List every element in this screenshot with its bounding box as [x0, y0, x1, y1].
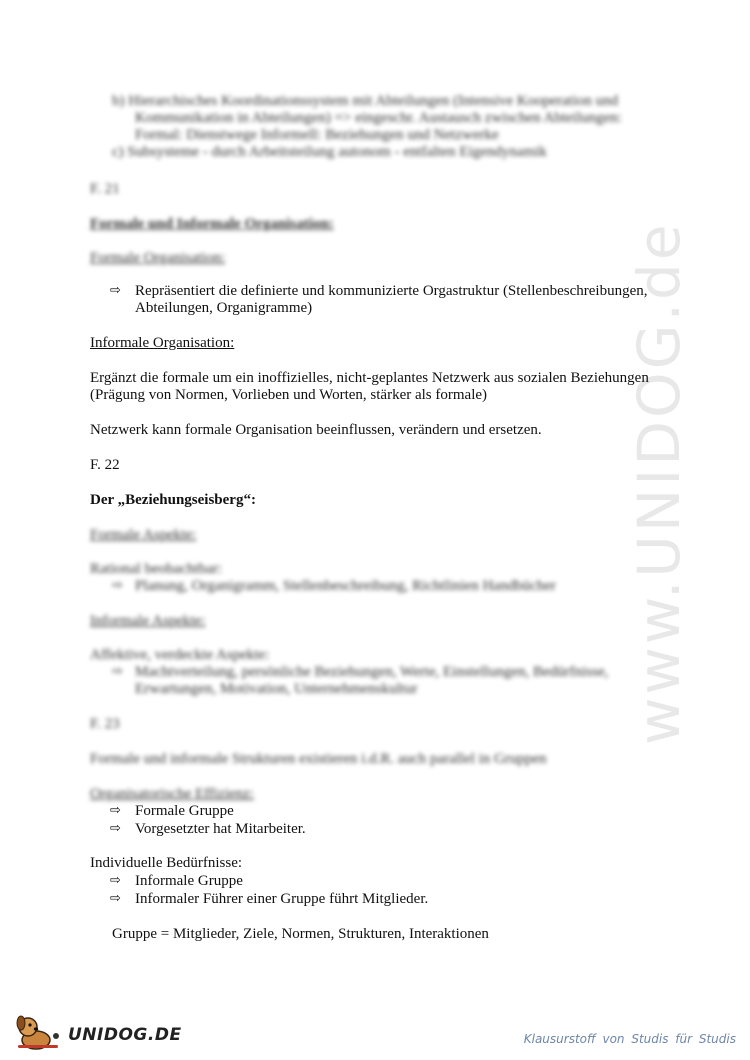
heading-formal-informal: Formale und Informale Organisation: — [90, 216, 334, 232]
ind-item-2: Informaler Führer einer Gruppe führt Mitglieder. — [135, 891, 429, 907]
affektive-item-line-2: Erwartungen, Motivation, Unternehmenskultur — [135, 681, 418, 697]
affektive-item-line-1: Machtverteilung, persönliche Beziehungen, Werte, Einstellungen, Bedürfnisse, — [135, 664, 609, 680]
item-c-line: c) Subsysteme - durch Arbeitsteilung autonom - entfalten Eigendynamik — [112, 144, 547, 160]
affektive-label: Affektive, verdeckte Aspekte: — [90, 647, 270, 663]
item-b-line-3: Formal: Dienstwege Informell: Beziehungen und Netzwerke — [135, 127, 499, 143]
informal-aspekte-label: Informale Aspekte: — [90, 613, 206, 629]
informal-org-label: Informale Organisation: — [90, 335, 235, 351]
rational-label: Rational beobachtbar: — [90, 561, 223, 577]
individual-label: Individuelle Bedürfnisse: — [90, 855, 243, 871]
item-b-line-1: b) Hierarchisches Koordinationssystem mit Abteilungen (Intensive Kooperation und — [112, 93, 619, 109]
formal-item-line-2: Abteilungen, Organigramme) — [135, 300, 313, 316]
eff-item-2: Vorgesetzter hat Mitarbeiter. — [135, 821, 306, 837]
eff-item-1: Formale Gruppe — [135, 803, 234, 819]
arrow-right-icon: ⇨ — [110, 821, 121, 836]
section-f23: F. 23 — [90, 716, 120, 732]
arrow-right-icon: ⇨ — [110, 873, 121, 888]
network-text: Netzwerk kann formale Organisation beeinflussen, verändern und ersetzen. — [90, 422, 542, 438]
informal-text-line-2: (Prägung von Normen, Vorlieben und Worten, stärker als formale) — [90, 387, 488, 403]
parallel-text: Formale und informale Strukturen existieren i.d.R. auch parallel in Gruppen — [90, 751, 547, 767]
item-b-line-2: Kommunikation in Abteilungen) => eingeschr. Austausch zwischen Abteilungen: — [135, 110, 622, 126]
watermark-text: www.UNIDOG.de — [625, 221, 693, 745]
ind-item-1: Informale Gruppe — [135, 873, 243, 889]
dog-icon — [12, 1012, 64, 1052]
formal-aspekte-label: Formale Aspekte: — [90, 527, 197, 543]
logo-text: UNIDOG.DE — [68, 1025, 182, 1045]
footer-tagline: Klausurstoff von Studis für Studis — [523, 1032, 736, 1046]
arrow-right-icon: ⇨ — [110, 283, 121, 298]
formal-org-label: Formale Organisation: — [90, 250, 226, 266]
arrow-right-icon: ⇨ — [112, 578, 123, 593]
informal-text-line-1: Ergänzt die formale um ein inoffizielles, nicht-geplantes Netzwerk aus sozialen Beziehungen — [90, 370, 649, 386]
section-f22: F. 22 — [90, 457, 120, 473]
rational-item: Planung, Organigramm, Stellenbeschreibung, Richtlinien Handbücher — [135, 578, 556, 594]
arrow-right-icon: ⇨ — [112, 664, 123, 679]
section-f21: F. 21 — [90, 181, 120, 197]
arrow-right-icon: ⇨ — [110, 803, 121, 818]
arrow-right-icon: ⇨ — [110, 891, 121, 906]
formal-item-line-1: Repräsentiert die definierte und kommunizierte Orgastruktur (Stellenbeschreibungen, — [135, 283, 648, 299]
eisberg-heading: Der „Beziehungseisberg“: — [90, 492, 256, 508]
unidog-logo[interactable] — [12, 1012, 182, 1052]
org-effizienz-label: Organisatorische Effizienz: — [90, 786, 254, 802]
gruppe-definition: Gruppe = Mitglieder, Ziele, Normen, Strukturen, Interaktionen — [112, 926, 489, 942]
